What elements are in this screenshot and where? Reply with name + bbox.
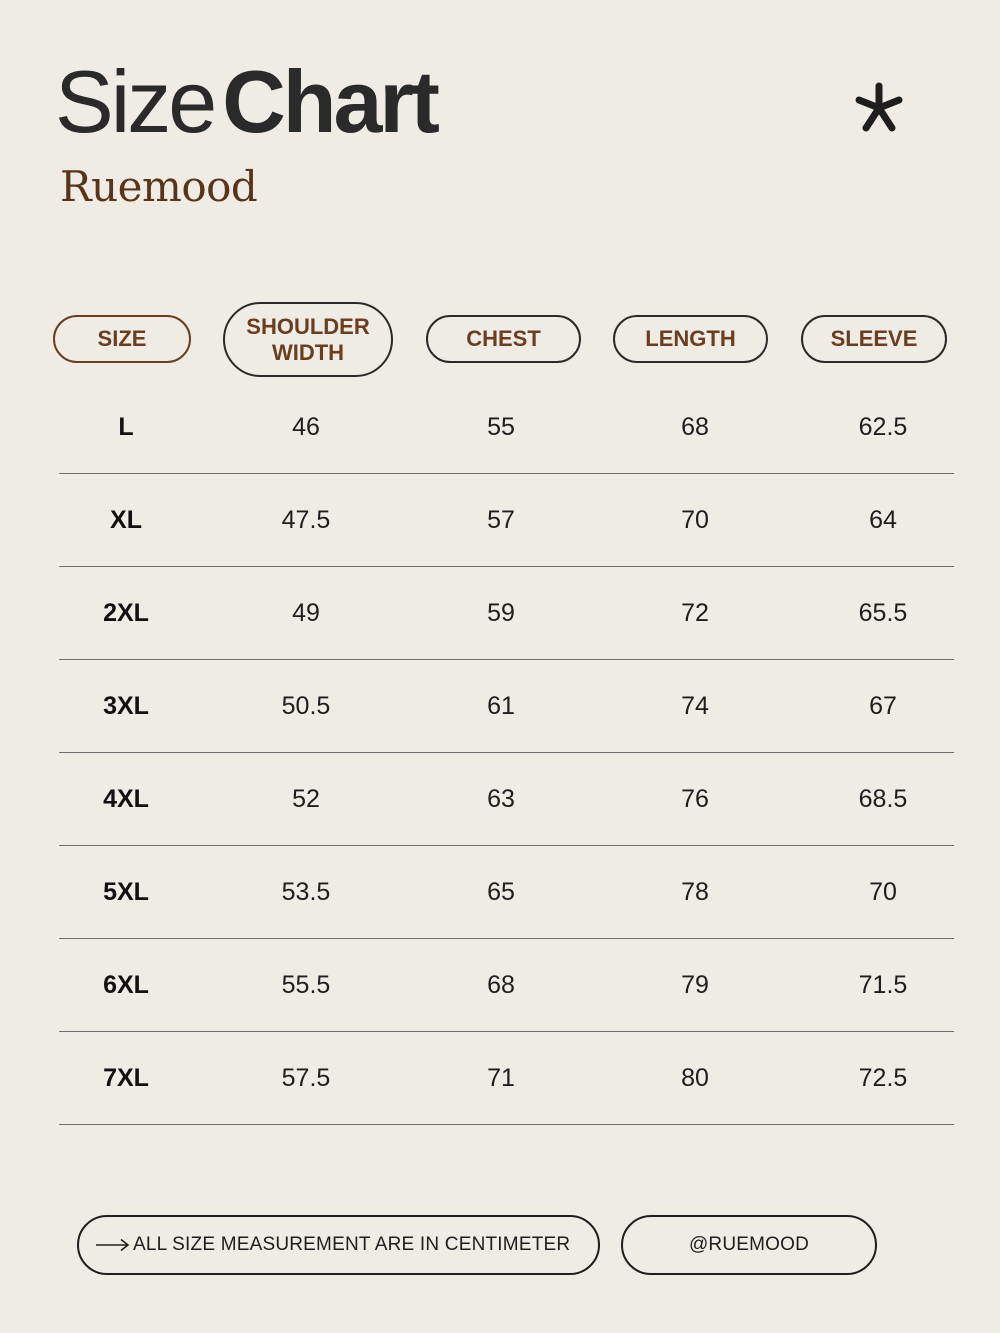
size-cell: 5XL <box>103 877 149 906</box>
table-row <box>59 474 954 567</box>
page-title <box>55 52 437 152</box>
social-handle <box>621 1215 877 1275</box>
column-header-sleeve: SLEEVE <box>801 315 947 363</box>
sleeve-cell: 68.5 <box>858 784 908 813</box>
table-row <box>59 381 954 474</box>
shoulder-cell: 52 <box>292 784 320 813</box>
sleeve-cell: 70 <box>869 877 897 906</box>
measurement-note <box>77 1215 600 1275</box>
size-cell: 7XL <box>103 1063 149 1092</box>
chest-cell: 55 <box>487 412 515 441</box>
column-header-length: LENGTH <box>613 315 768 363</box>
table-row <box>59 753 954 846</box>
length-cell: 78 <box>681 877 709 906</box>
shoulder-cell: 50.5 <box>281 691 331 720</box>
size-cell: 6XL <box>103 970 149 999</box>
table-row <box>59 1032 954 1125</box>
asterisk-icon <box>853 80 905 136</box>
column-header-chest: CHEST <box>426 315 581 363</box>
social-handle-text: @RUEMOOD <box>688 1234 810 1255</box>
shoulder-cell: 46 <box>292 412 320 441</box>
size-cell: 2XL <box>103 598 149 627</box>
chest-cell: 63 <box>487 784 515 813</box>
column-header-shoulder-width: SHOULDER WIDTH <box>223 302 393 377</box>
title-light: Size <box>55 52 215 151</box>
table-row <box>59 939 954 1032</box>
brand-name: Ruemood <box>60 162 258 211</box>
chest-cell: 59 <box>487 598 515 627</box>
sleeve-cell: 67 <box>869 691 897 720</box>
arrow-right-icon <box>95 1238 131 1252</box>
chest-cell: 65 <box>487 877 515 906</box>
title-bold: Chart <box>222 52 437 151</box>
shoulder-cell: 49 <box>292 598 320 627</box>
sleeve-cell: 62.5 <box>858 412 908 441</box>
size-cell: 4XL <box>103 784 149 813</box>
length-cell: 80 <box>681 1063 709 1092</box>
table-row <box>59 567 954 660</box>
chest-cell: 68 <box>487 970 515 999</box>
size-cell: L <box>118 412 134 441</box>
length-cell: 79 <box>681 970 709 999</box>
sleeve-cell: 64 <box>869 505 897 534</box>
shoulder-cell: 53.5 <box>281 877 331 906</box>
length-cell: 70 <box>681 505 709 534</box>
shoulder-cell: 55.5 <box>281 970 331 999</box>
shoulder-cell: 57.5 <box>281 1063 331 1092</box>
length-cell: 74 <box>681 691 709 720</box>
table-row <box>59 846 954 939</box>
size-cell: XL <box>110 505 142 534</box>
length-cell: 68 <box>681 412 709 441</box>
sleeve-cell: 71.5 <box>858 970 908 999</box>
length-cell: 76 <box>681 784 709 813</box>
size-cell: 3XL <box>103 691 149 720</box>
chest-cell: 57 <box>487 505 515 534</box>
sleeve-cell: 72.5 <box>858 1063 908 1092</box>
chest-cell: 61 <box>487 691 515 720</box>
column-header-size: SIZE <box>53 315 191 363</box>
measurement-note-text: ALL SIZE MEASUREMENT ARE IN CENTIMETER <box>133 1234 571 1255</box>
table-row <box>59 660 954 753</box>
chest-cell: 71 <box>487 1063 515 1092</box>
shoulder-cell: 47.5 <box>281 505 331 534</box>
sleeve-cell: 65.5 <box>858 598 908 627</box>
length-cell: 72 <box>681 598 709 627</box>
